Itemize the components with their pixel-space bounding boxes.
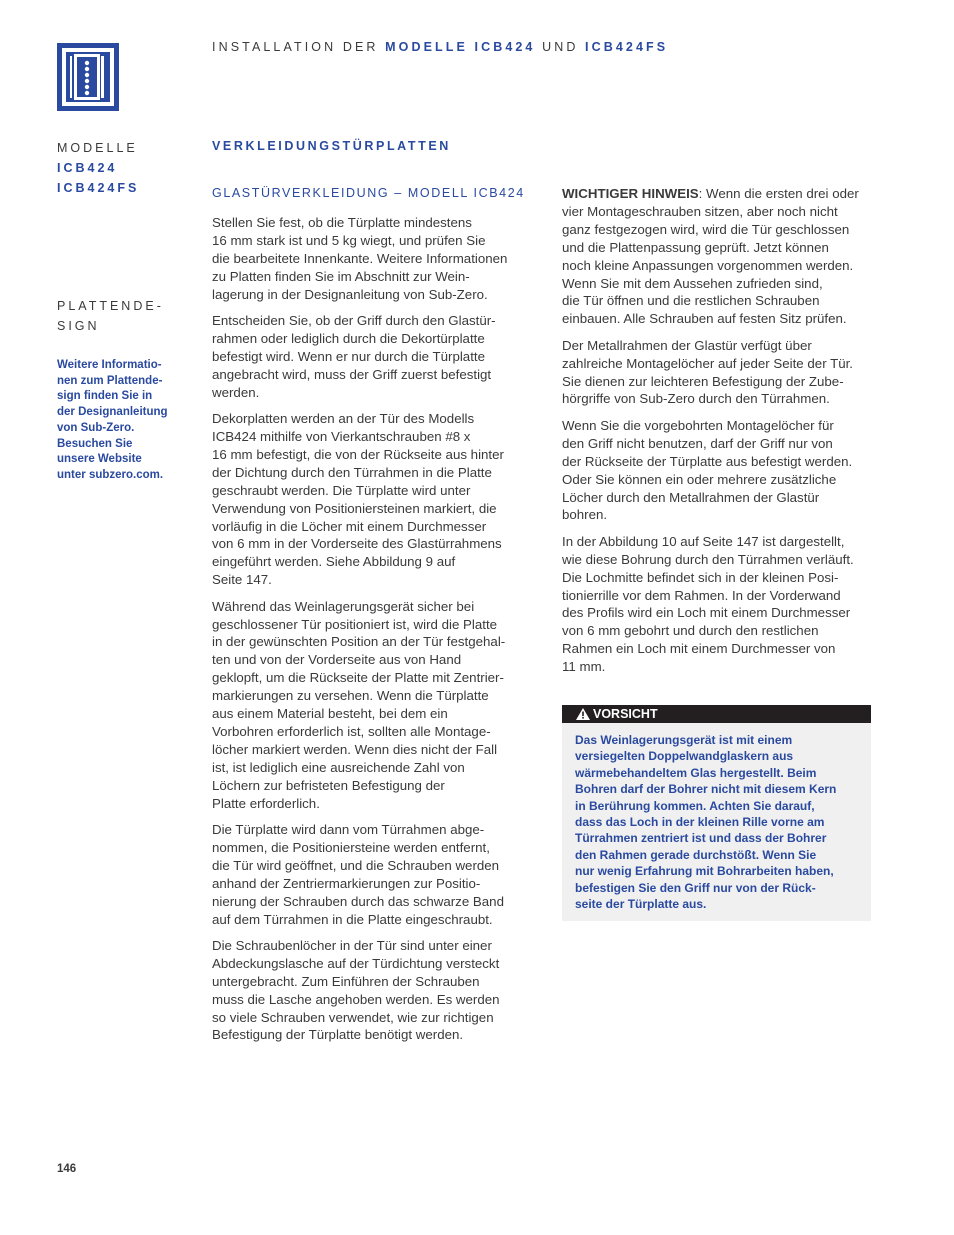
section-subtitle: GLASTÜRVERKLEIDUNG – MODELL ICB424 — [212, 186, 525, 200]
paragraph: Die Türplatte wird dann vom Türrahmen abge- nommen, die Positioniersteine werden entfernt, die Tür wird geöffnet, und die Schrauben werden anhand der Zentriermarkierungen zur Positio- nierung der Schrauben durch das schwarze Band auf dem Türrahmen in die Platte eingeschraubt. — [212, 822, 504, 927]
header-conj: UND — [542, 40, 579, 54]
sidebar-model-b: ICB424FS — [57, 181, 140, 195]
important-label: WICHTIGER HINWEIS — [562, 186, 699, 201]
important-text: : Wenn die ersten drei oder vier Montageschrauben sitzen, aber noch nicht ganz festgezogen wird, wird die Tür geschlossen und die Plattenpassung geprüft. Jetzt können noch kleine Anpassungen vorgenommen werden. Wenn Sie mit dem Aussehen zufrieden sind, die Tür öffnen und die restlichen Schrauben einbauen. Alle Schrauben auf festen Sitz prüfen. — [562, 186, 859, 327]
sidebar-models — [57, 138, 139, 198]
caution-box — [562, 705, 871, 921]
sidebar-note: Weitere Informatio- nen zum Plattende- sign finden Sie in der Designanleitung von Sub-Zero. Besuchen Sie unsere Website unter subzero.com. — [57, 359, 168, 481]
paragraph: Stellen Sie fest, ob die Türplatte mindestens 16 mm stark ist und 5 kg wiegt, und prüfen Sie die bearbeitete Innenkante. Weitere Informationen zu Platten finden Sie im Abschnitt zur Wein- lagerung in der Designanleitung von Sub-Zero. — [212, 215, 508, 302]
paragraph: Dekorplatten werden an der Tür des Modells ICB424 mithilfe von Vierkantschrauben #8 x 16 mm befestigt, die von der Rückseite aus hinter der Dichtung durch den Türrahmen in die Platte geschraubt werden. Die Türplatte wird unter Verwendung von Positioniersteinen markiert, die vorläufig in die Löcher mit einem Durchmesser von 6 mm in der Vorderseite des Glastürrahmens eingeführt werden. Siehe Abbildung 9 auf Seite 147. — [212, 411, 504, 588]
column-2 — [562, 185, 887, 685]
page-number: 146 — [57, 1163, 77, 1175]
warning-icon — [576, 708, 590, 720]
caution-label: VORSICHT — [593, 707, 658, 721]
paragraph: Wenn Sie die vorgebohrten Montagelöcher für den Griff nicht benutzen, darf der Griff nur von der Rückseite der Türplatte aus befestigt werden. Oder Sie können ein oder mehrere zusätzliche Löcher durch den Metallrahmen der Glastür bohren. — [562, 417, 853, 523]
header-model1: MODELLE ICB424 — [385, 40, 536, 54]
sidebar-design-label-line2: SIGN — [57, 319, 100, 333]
sidebar-design-label-line1: PLATTENDE- — [57, 299, 164, 313]
column-1 — [212, 214, 537, 1053]
paragraph: In der Abbildung 10 auf Seite 147 ist dargestellt, wie diese Bohrung durch den Türrahmen verläuft. Die Lochmitte befindet sich in der kleinen Posi- tionierrille vor dem Rahmen. In der Vorderwand des Profils wird ein Loch mit einem Durchmesser von 6 mm gebohrt und durch den restlichen Rahmen ein Loch mit einem Durchmesser von 11 mm. — [562, 533, 854, 675]
sidebar-model-a: ICB424 — [57, 161, 118, 175]
important-note — [562, 185, 887, 328]
header-model2: ICB424FS — [585, 40, 669, 54]
wine-cabinet-logo-icon — [57, 43, 119, 111]
paragraph: Entscheiden Sie, ob der Griff durch den Glastür- rahmen oder lediglich durch die Dekortürplatte befestigt wird. Wenn er nur durch die Türplatte angebracht wird, muss der Griff zuerst befestigt werden. — [212, 313, 496, 400]
caution-header — [562, 705, 871, 723]
sidebar-design-label — [57, 296, 164, 336]
section-title: VERKLEIDUNGSTÜRPLATTEN — [212, 139, 451, 153]
paragraph: Die Schraubenlöcher in der Tür sind unter einer Abdeckungslasche auf der Türdichtung versteckt untergebracht. Zum Einführen der Schrauben muss die Lasche angehoben werden. Es werden so viele Schrauben verwendet, wie zur richtigen Befestigung der Türplatte benötigt werden. — [212, 937, 500, 1043]
header-prefix: INSTALLATION DER — [212, 40, 379, 54]
paragraph: Während das Weinlagerungsgerät sicher bei geschlossener Tür positioniert ist, wird die Platte in der gewünschten Position an der Tür festgehal- ten und von der Vorderseite aus von Hand geklopft, um die Rückseite der Platte mit Zentrier- markierungen zu versehen. Wenn die Türplatte aus einem Material besteht, bei dem ein Vorbohren erforderlich ist, sollten alle Montage- löcher markiert werden. Wenn dies nicht der Fall ist, ist lediglich eine ausreichende Zahl von Löchern zur befristeten Befestigung der Platte erforderlich. — [212, 598, 506, 811]
paragraph: Der Metallrahmen der Glastür verfügt über zahlreiche Montagelöcher auf jeder Seite der Tür. Sie dienen zur leichteren Befestigung der Zube- hörgriffe von Sub-Zero durch den Türrahmen. — [562, 337, 853, 407]
caution-text: Das Weinlagerungsgerät ist mit einem versiegelten Doppelwandglaskern aus wärmebehandeltem Glas hergestellt. Beim Bohren darf der Bohrer nicht mit diesem Kern in Berührung kommen. Achten Sie darauf, dass das Loch in der kleinen Rille vorne am Türrahmen zentriert ist und dass der Bohrer den Rahmen gerade durchstößt. Wenn Sie nur wenig Erfahrung mit Bohrarbeiten haben, befestigen Sie den Griff nur von der Rück- seite der Türplatte aus. — [575, 733, 837, 912]
page-header — [212, 40, 668, 54]
sidebar-models-label: MODELLE — [57, 141, 138, 155]
